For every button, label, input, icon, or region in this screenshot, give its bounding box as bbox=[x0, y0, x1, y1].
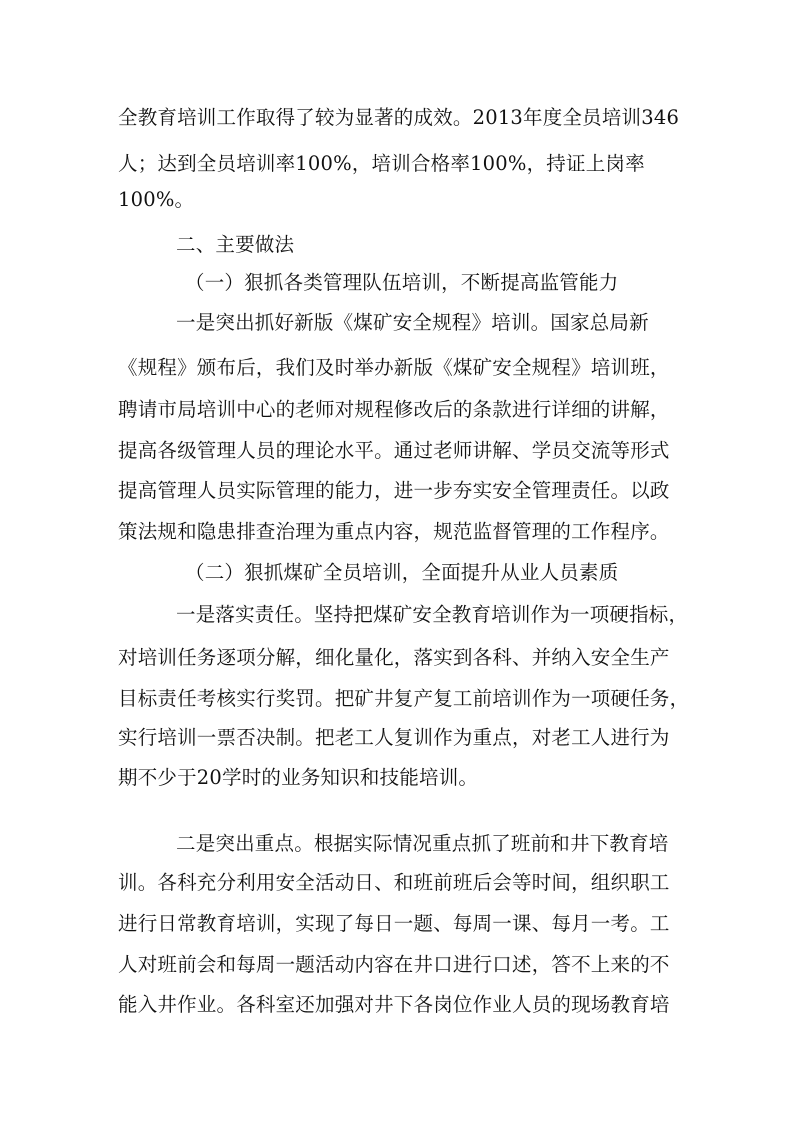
body-text-line: 期不少于20学时的业务知识和技能培训。 bbox=[118, 766, 479, 789]
body-text-line: 提高各级管理人员的理论水平。通过老师讲解、学员交流等形式 bbox=[118, 439, 670, 462]
body-text-line: 《规程》颁布后，我们及时举办新版《煤矿安全规程》培训班， bbox=[118, 356, 670, 379]
body-text-line: 二是突出重点。根据实际情况重点抓了班前和井下教育培 bbox=[176, 832, 669, 855]
body-text-line: 100%。 bbox=[118, 188, 195, 211]
body-text-line: 策法规和隐患排查治理为重点内容，规范监督管理的工作程序。 bbox=[118, 520, 670, 543]
body-text-line: 全教育培训工作取得了较为显著的成效。2013年度全员培训346 bbox=[118, 106, 680, 129]
body-text-line: 对培训任务逐项分解，细化量化，落实到各科、并纳入安全生产 bbox=[118, 646, 670, 669]
body-text-line: 提高管理人员实际管理的能力，进一步夯实安全管理责任。以政 bbox=[118, 479, 670, 502]
body-text-line: 实行培训一票否决制。把老工人复训作为重点，对老工人进行为 bbox=[118, 726, 670, 749]
body-text-line: 人对班前会和每周一题活动内容在井口进行口述，答不上来的不 bbox=[118, 953, 670, 976]
section-heading: 二、主要做法 bbox=[176, 233, 295, 256]
body-text-line: 训。各科充分利用安全活动日、和班前班后会等时间，组织职工 bbox=[118, 871, 670, 894]
body-text-line: 能入井作业。各科室还加强对井下各岗位作业人员的现场教育培 bbox=[118, 993, 670, 1016]
body-text-line: 聘请市局培训中心的老师对规程修改后的条款进行详细的讲解， bbox=[118, 398, 670, 421]
body-text-line: 人；达到全员培训率100%，培训合格率100%，持证上岗率 bbox=[118, 152, 645, 175]
body-text-line: 一是落实责任。坚持把煤矿安全教育培训作为一项硬指标， bbox=[176, 603, 689, 626]
subsection-heading: （一）狠抓各类管理队伍培训，不断提高监管能力 bbox=[185, 271, 619, 294]
subsection-heading: （二）狠抓煤矿全员培训，全面提升从业人员素质 bbox=[185, 561, 619, 584]
body-text-line: 目标责任考核实行奖罚。把矿井复产复工前培训作为一项硬任务， bbox=[118, 687, 690, 710]
body-text-line: 一是突出抓好新版《煤矿安全规程》培训。国家总局新 bbox=[176, 311, 649, 334]
body-text-line: 进行日常教育培训，实现了每日一题、每周一课、每月一考。工 bbox=[118, 912, 670, 935]
